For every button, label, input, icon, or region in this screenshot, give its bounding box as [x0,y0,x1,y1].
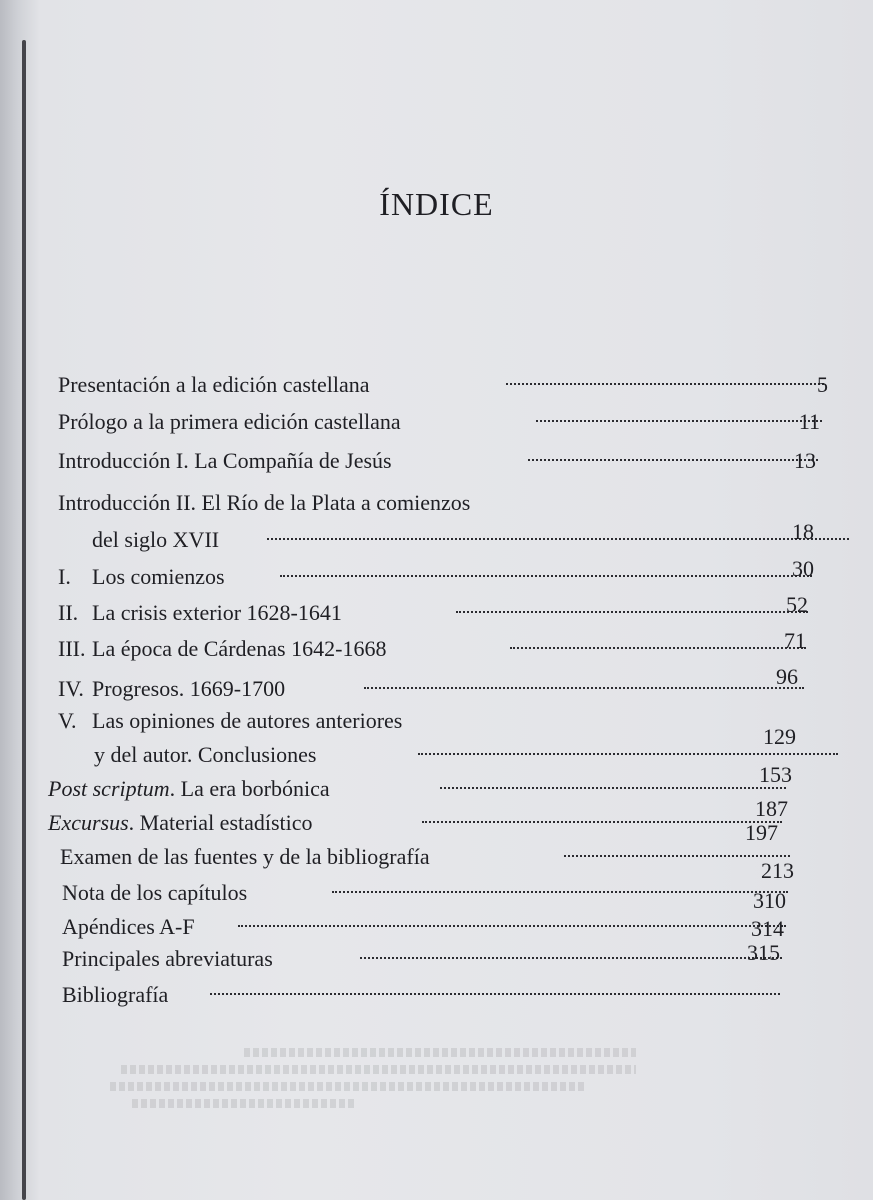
toc-entry-page: 96 [776,664,798,689]
toc-chapter-number: III. [58,636,86,661]
toc-entry-label: Examen de las fuentes y de la bibliografía [60,844,430,869]
toc-entry-label: Prólogo a la primera edición castellana [58,409,401,434]
toc-leader-dots [280,571,812,577]
toc-leader-dots [267,534,849,540]
toc-leader-dots [332,887,788,893]
toc-entry-page: 5 [817,372,828,397]
toc-entry-page: 187 [755,796,788,821]
toc-entry-label: Presentación a la edición castellana [58,372,370,397]
toc-entry-continuation [94,724,828,770]
toc-entry-page: 13 [794,448,816,473]
toc-entry-label: . La era borbónica [169,776,330,801]
toc-entry [48,762,828,804]
toc-entry [62,858,828,908]
toc-entry-page: 71 [784,628,806,653]
toc-entry [58,628,828,664]
toc-chapter-number: I. [58,564,71,589]
toc-leader-dots [456,607,808,613]
toc-entry-page: 129 [763,724,796,749]
toc-entry-label: Bibliografía [62,982,169,1007]
toc-leader-dots [440,783,786,789]
toc-leader-dots [360,953,782,959]
toc-entry-label: Introducción II. El Río de la Plata a comienzos [58,490,471,515]
toc-entry [58,446,828,476]
toc-entry-label: Progresos. 1669-1700 [92,676,286,701]
toc-leader-dots [210,989,780,995]
toc-entry-page: 197 [745,820,778,845]
toc-entry-label: Las opiniones de autores anteriores [92,708,403,733]
toc-entry [58,488,828,518]
toc-entry-label: Los comienzos [92,564,225,589]
toc-entry [58,370,828,400]
toc-chapter-number: IV. [58,676,84,701]
toc-entry-label: del siglo XVII [92,527,220,552]
toc-leader-dots [364,683,804,689]
toc-entry-page: 30 [792,556,814,581]
toc-entry-page: 11 [798,409,820,434]
toc-entry-label: La crisis exterior 1628-1641 [92,600,342,625]
toc-entry-continuation [92,519,828,555]
toc-entry-label-italic: Post scriptum [48,776,170,801]
toc-entry-page: 310 [753,888,786,913]
toc-entry [58,556,828,592]
toc-entry-page: 52 [786,592,808,617]
toc-entry-label: Apéndices A-F [62,914,195,939]
toc-entry-page: 213 [761,858,794,883]
toc-entry-page: 153 [759,762,792,787]
toc-entry [58,592,828,628]
toc-entry [58,664,828,704]
toc-entry-label-italic: Excursus [48,810,129,835]
toc-entry-label: Principales abreviaturas [62,946,273,971]
toc-entry [48,796,828,838]
toc-entry [58,407,828,437]
page-title: ÍNDICE [379,186,494,222]
toc-entry-label: y del autor. Conclusiones [94,742,317,767]
toc-entry-page: 18 [792,519,814,544]
toc-chapter-number: V. [58,708,77,733]
toc-entry-page: 315 [747,940,780,965]
toc-chapter-number: II. [58,600,79,625]
toc-leader-dots [506,379,824,385]
toc-entry-label: Introducción I. La Compañía de Jesús [58,448,392,473]
toc-entry-label: . Material estadístico [128,810,313,835]
toc-entry-label: Nota de los capítulos [62,880,248,905]
toc-entry-label: La época de Cárdenas 1642-1668 [92,636,387,661]
toc-entry-page: 314 [751,916,784,941]
toc-entry [58,706,828,736]
toc-leader-dots [238,921,786,927]
show-through-text [110,1040,670,1130]
